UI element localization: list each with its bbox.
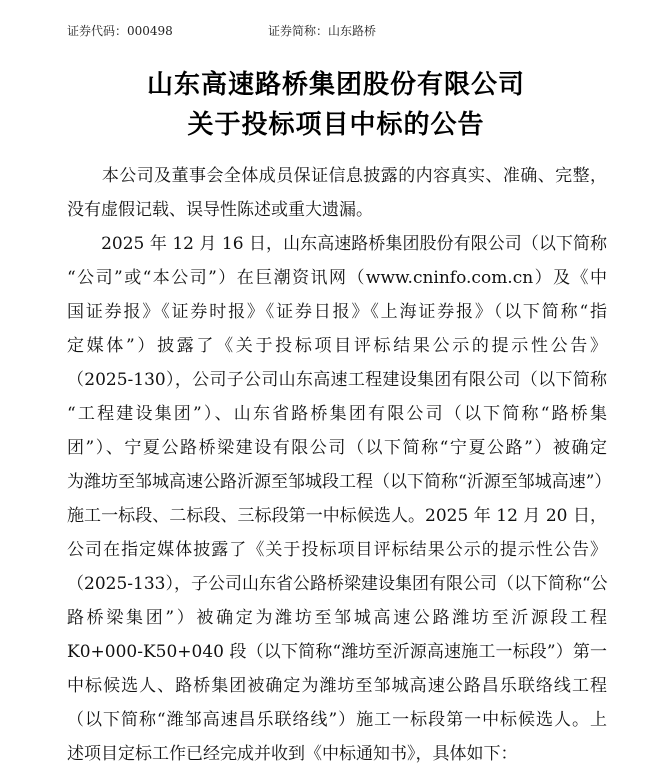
paragraph-disclaimer — [67, 159, 607, 227]
paragraph-line: 定媒体”）披露了《关于投标项目评标结果公示的提示性公告》 — [67, 336, 607, 356]
paragraph-line: （2025-133），子公司山东省公路桥梁建设集团有限公司（以下简称“公 — [67, 574, 608, 594]
paragraph-line: （以下简称“潍邹高速昌乐联络线”）施工一标段第一中标候选人。上 — [67, 710, 607, 730]
paragraph-line: K0+000-K50+040 段（以下简称“潍坊至沂源高速施工一标段”）第一 — [67, 642, 607, 662]
paragraph-line: 没有虚假记载、误导性陈述或重大遗漏。 — [67, 200, 373, 220]
paragraph-line: 国证券报》《证券时报》《证券日报》《上海证券报》（以下简称“指 — [67, 302, 607, 322]
paragraph-line: 2025 年 12 月 16 日，山东高速路桥集团股份有限公司（以下简称 — [67, 234, 607, 254]
paragraph-line: “公司”或“本公司”）在巨潮资讯网（www.cninfo.com.cn）及《中 — [67, 268, 607, 288]
paragraph-line: 本公司及董事会全体成员保证信息披露的内容真实、准确、完整， — [67, 166, 607, 186]
paragraph-line: （2025-130），公司子公司山东高速工程建设集团有限公司（以下简称 — [67, 370, 607, 390]
paragraph-line: 中标候选人、路桥集团被确定为潍坊至邹城高速公路昌乐联络线工程 — [67, 676, 607, 696]
paragraph-line: 述项目定标工作已经完成并收到《中标通知书》，具体如下： — [67, 744, 518, 764]
document-title-company: 山东高速路桥集团股份有限公司 — [146, 70, 525, 100]
paragraph-line: 公司在指定媒体披露了《关于投标项目评标结果公示的提示性公告》 — [67, 540, 607, 560]
document-title-subject: 关于投标项目中标的公告 — [187, 110, 485, 140]
paragraph-announcement — [67, 227, 612, 771]
paragraph-line: 施工一标段、二标段、三标段第一中标候选人。2025 年 12 月 20 日， — [67, 506, 607, 526]
stock-abbreviation: 证券简称：山东路桥 — [268, 24, 377, 38]
paragraph-line: 为潍坊至邹城高速公路沂源至邹城段工程（以下简称“沂源至邹城高速”） — [67, 472, 612, 492]
paragraph-line: “工程建设集团”）、山东省路桥集团有限公司（以下简称“路桥集 — [67, 404, 607, 424]
paragraph-line: 路桥梁集团”）被确定为潍坊至邹城高速公路潍坊至沂源段工程 — [67, 608, 607, 628]
paragraph-line: 团”）、宁夏公路桥梁建设有限公司（以下简称“宁夏公路”）被确定 — [67, 438, 607, 458]
stock-code: 证券代码：000498 — [67, 24, 173, 38]
